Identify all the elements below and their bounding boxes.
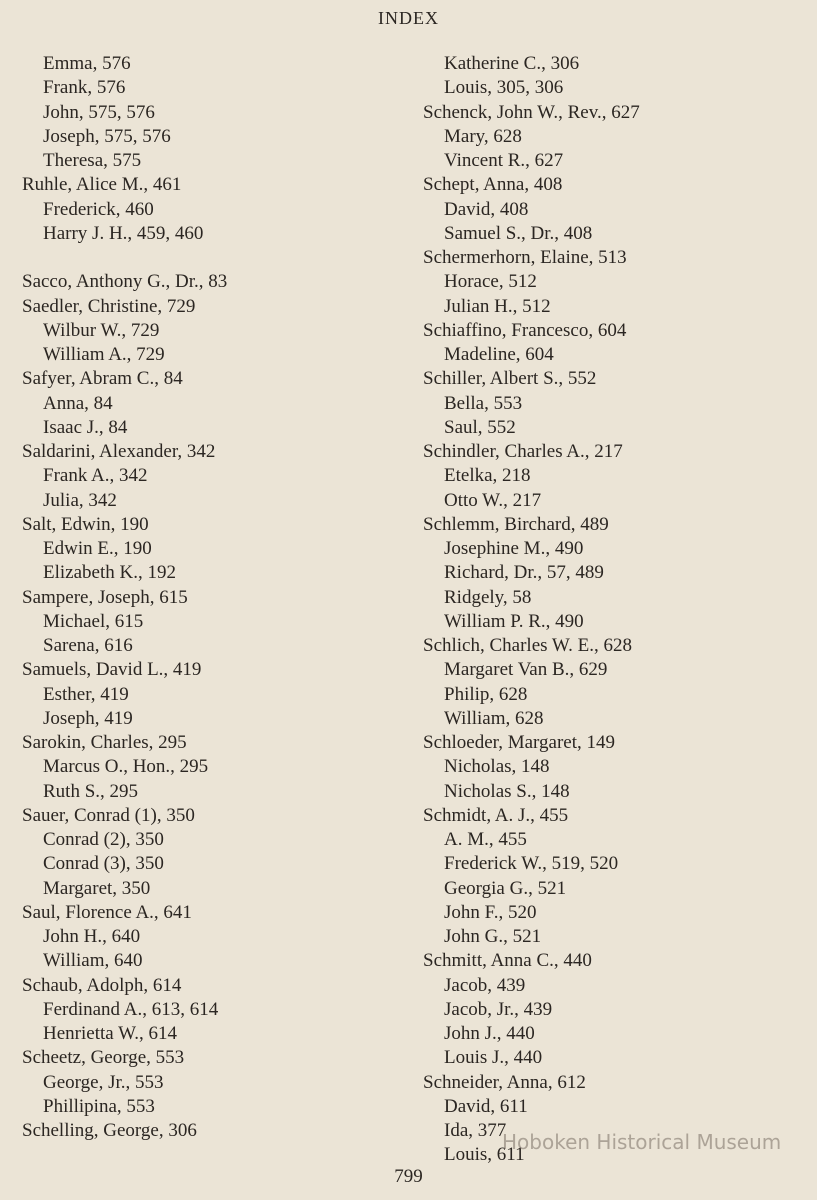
index-subentry: Conrad (3), 350 [43, 853, 164, 875]
index-subentry: Wilbur W., 729 [43, 319, 160, 341]
index-subentry: Margaret Van B., 629 [444, 659, 608, 681]
index-subentry: Josephine M., 490 [444, 538, 584, 559]
page-number: 799 [394, 1166, 423, 1187]
index-entry: Schindler, Charles A., 217 [423, 441, 623, 462]
index-subentry: William P. R., 490 [444, 610, 584, 632]
index-subentry: Frank A., 342 [43, 465, 148, 487]
page-title: INDEX [378, 8, 439, 28]
index-subentry: John F., 520 [444, 901, 537, 923]
index-subentry: Philip, 628 [444, 683, 528, 705]
index-entry: Schlich, Charles W. E., 628 [423, 635, 632, 656]
index-subentry: John G., 521 [444, 926, 542, 947]
index-entry: Ruhle, Alice M., 461 [22, 174, 182, 196]
museum-watermark: Hoboken Historical Museum [502, 1130, 782, 1154]
index-entry: Schmidt, A. J., 455 [423, 804, 569, 826]
index-subentry: Jacob, 439 [444, 974, 526, 996]
index-subentry: Richard, Dr., 57, 489 [444, 562, 604, 584]
index-subentry: Jacob, Jr., 439 [444, 998, 553, 1020]
index-entry: Schermerhorn, Elaine, 513 [423, 247, 627, 268]
index-subentry: Katherine C., 306 [444, 53, 580, 74]
index-subentry: Ida, 377 [444, 1120, 507, 1141]
index-subentry: Esther, 419 [43, 683, 129, 705]
index-subentry: Louis J., 440 [444, 1047, 543, 1069]
index-entry: Schenck, John W., Rev., 627 [423, 101, 640, 123]
index-subentry: Frederick, 460 [43, 198, 154, 220]
index-entry: Samuels, David L., 419 [22, 659, 202, 681]
index-subentry: Etelka, 218 [444, 465, 531, 487]
index-subentry: Julia, 342 [43, 489, 117, 511]
index-entry: Saldarini, Alexander, 342 [22, 441, 216, 462]
index-entry: Schmitt, Anna C., 440 [423, 950, 592, 972]
index-subentry: Joseph, 575, 576 [43, 125, 171, 147]
index-subentry: Margaret, 350 [43, 877, 151, 899]
right-index-column [423, 52, 803, 1168]
index-subentry: Sarena, 616 [43, 635, 133, 656]
index-subentry: Nicholas S., 148 [444, 780, 570, 802]
index-entry: Schiller, Albert S., 552 [423, 368, 597, 390]
index-subentry: Vincent R., 627 [444, 150, 564, 171]
index-subentry: Edwin E., 190 [43, 538, 152, 559]
index-entry: Schaub, Adolph, 614 [22, 974, 182, 996]
index-entry: Saul, Florence A., 641 [22, 901, 192, 923]
index-subentry: Nicholas, 148 [444, 756, 550, 778]
index-subentry: A. M., 455 [444, 829, 527, 850]
index-subentry: Michael, 615 [43, 610, 144, 632]
index-subentry: Frank, 576 [43, 77, 126, 99]
index-subentry: Harry J. H., 459, 460 [43, 222, 204, 244]
index-subentry: John J., 440 [444, 1023, 535, 1044]
index-subentry: Elizabeth K., 192 [43, 562, 176, 584]
index-entry: Sacco, Anthony G., Dr., 83 [22, 271, 228, 293]
index-subentry: Madeline, 604 [444, 344, 554, 365]
index-subentry: Joseph, 419 [43, 707, 133, 729]
index-entry: Schiaffino, Francesco, 604 [423, 319, 627, 341]
index-entry: Saedler, Christine, 729 [22, 295, 196, 317]
index-subentry: John H., 640 [43, 926, 141, 947]
index-entry: Schelling, George, 306 [22, 1120, 197, 1141]
index-subentry: Isaac J., 84 [43, 416, 128, 438]
index-entry: Sauer, Conrad (1), 350 [22, 804, 195, 826]
left-index-column [22, 52, 402, 1143]
index-entry: Schlemm, Birchard, 489 [423, 513, 609, 535]
index-entry: Schept, Anna, 408 [423, 174, 563, 196]
index-spacer [22, 246, 402, 270]
index-entry: Salt, Edwin, 190 [22, 513, 149, 535]
index-subentry: Mary, 628 [444, 125, 522, 147]
index-subentry: Henrietta W., 614 [43, 1023, 178, 1044]
index-entry: Safyer, Abram C., 84 [22, 368, 183, 390]
index-subentry: Bella, 553 [444, 392, 523, 414]
index-entry: Schneider, Anna, 612 [423, 1071, 586, 1093]
index-subentry: Marcus O., Hon., 295 [43, 756, 209, 778]
index-subentry: Samuel S., Dr., 408 [444, 222, 593, 244]
index-subentry: Frederick W., 519, 520 [444, 853, 619, 875]
index-subentry: Saul, 552 [444, 416, 516, 438]
index-entry: Schloeder, Margaret, 149 [423, 732, 615, 753]
index-subentry: William, 628 [444, 707, 544, 729]
index-subentry: Louis, 305, 306 [444, 77, 564, 99]
index-subentry: Julian H., 512 [444, 295, 551, 317]
index-subentry: Ferdinand A., 613, 614 [43, 998, 219, 1020]
index-subentry: John, 575, 576 [43, 101, 155, 123]
index-subentry: Anna, 84 [43, 392, 113, 414]
index-entry: Sarokin, Charles, 295 [22, 732, 187, 753]
index-subentry: Phillipina, 553 [43, 1095, 155, 1117]
index-subentry: Horace, 512 [444, 271, 537, 293]
index-subentry: Ridgely, 58 [444, 586, 532, 608]
index-entry: Scheetz, George, 553 [22, 1047, 185, 1069]
index-subentry: Georgia G., 521 [444, 877, 567, 899]
index-subentry: Ruth S., 295 [43, 780, 139, 802]
index-subentry: David, 408 [444, 198, 529, 220]
index-subentry: George, Jr., 553 [43, 1071, 164, 1093]
index-subentry: David, 611 [444, 1095, 528, 1117]
index-subentry: Theresa, 575 [43, 150, 142, 171]
index-entry: Sampere, Joseph, 615 [22, 586, 188, 608]
index-subentry: Conrad (2), 350 [43, 829, 164, 850]
index-subentry: Louis, 611 [444, 1144, 525, 1166]
index-subentry: Otto W., 217 [444, 489, 542, 511]
index-subentry: William A., 729 [43, 344, 165, 365]
index-subentry: Emma, 576 [43, 53, 131, 74]
index-subentry: William, 640 [43, 950, 143, 972]
